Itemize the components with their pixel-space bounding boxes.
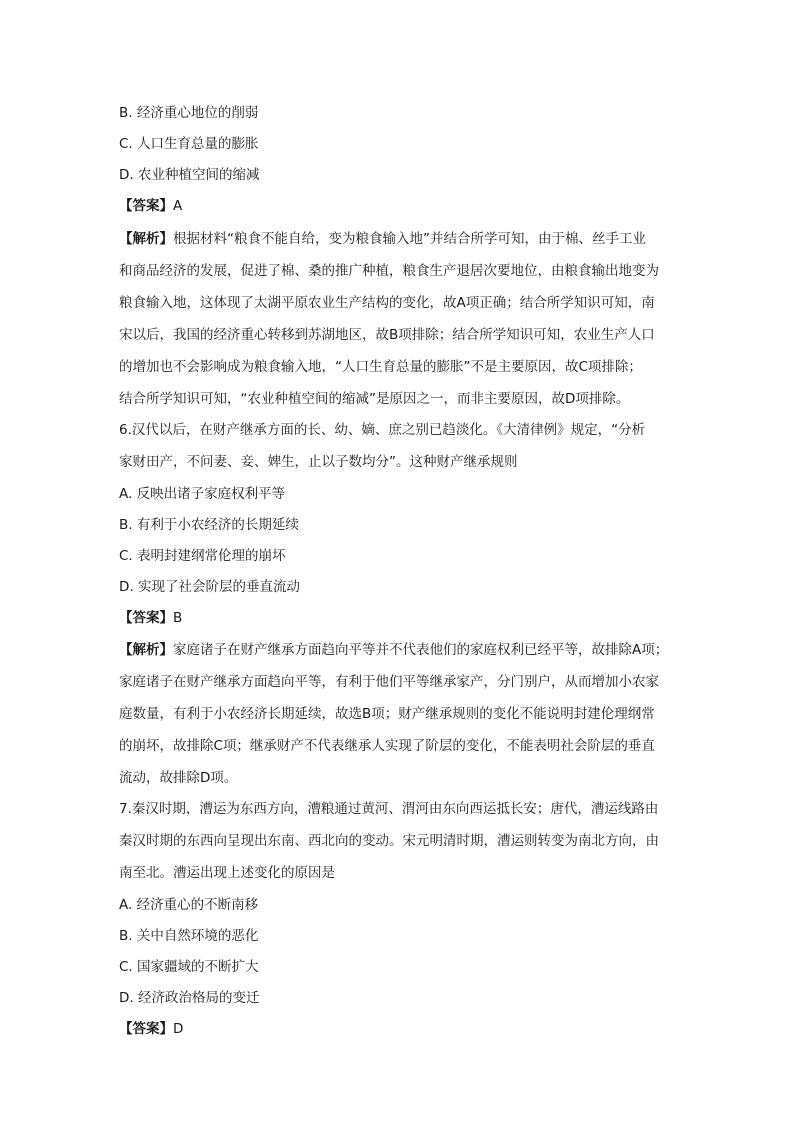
q5-analysis-line: 的增加也不会影响成为粮食输入地，“人口生育总量的膨胀”不是主要原因，故C项排除； bbox=[119, 359, 642, 375]
q5-answer bbox=[119, 197, 679, 215]
q5-analysis-line: 和商品经济的发展，促进了棉、桑的推广种植，粮食生产退居次要地位，由粮食输出地变为 bbox=[119, 263, 659, 279]
answer-tag: 【答案】 bbox=[119, 1021, 173, 1037]
analysis-text: 根据材料“粮食不能自给，变为粮食输入地”并结合所学可知，由于棉、丝手工业 bbox=[173, 231, 646, 247]
q7-option-a: A. 经济重心的不断南移 bbox=[119, 897, 259, 913]
analysis-tag: 【解析】 bbox=[119, 642, 173, 658]
q6-analysis-line bbox=[119, 641, 679, 659]
q7-stem-line: 秦汉时期的东西向呈现出东南、西北向的变动。宋元明清时期，漕运则转变为南北方向，由 bbox=[119, 833, 659, 849]
q5-option-d: D. 农业种植空间的缩减 bbox=[119, 167, 260, 183]
q6-option-d: D. 实现了社会阶层的垂直流动 bbox=[119, 579, 300, 595]
q7-answer bbox=[119, 1020, 679, 1038]
q7-option-b: B. 关中自然环境的恶化 bbox=[119, 928, 259, 944]
analysis-text: 家庭诸子在财产继承方面趋向平等并不代表他们的家庭权利已经平等，故排除A项； bbox=[173, 642, 669, 658]
q5-analysis-line: 粮食输入地，这体现了太湖平原农业生产结构的变化，故A项正确；结合所学知识可知，南 bbox=[119, 295, 655, 311]
answer-tag: 【答案】 bbox=[119, 198, 173, 214]
q6-stem-line: 家财田产，不问妻、妾、婢生，止以子数均分”。这种财产继承规则 bbox=[119, 454, 518, 470]
q6-answer bbox=[119, 609, 679, 627]
q5-analysis-line: 结合所学知识可知，“农业种植空间的缩减”是原因之一，而非主要原因，故D项排除。 bbox=[119, 391, 630, 407]
q6-analysis-line: 家庭诸子在财产继承方面趋向平等，有利于他们平等继承家产，分门别户，从而增加小农家 bbox=[119, 674, 659, 690]
q6-option-c: C. 表明封建纲常伦理的崩坏 bbox=[119, 548, 286, 564]
q5-option-b: B. 经济重心地位的削弱 bbox=[119, 105, 259, 121]
q5-option-c: C. 人口生育总量的膨胀 bbox=[119, 136, 259, 152]
analysis-tag: 【解析】 bbox=[119, 231, 173, 247]
answer-value: B bbox=[173, 610, 183, 626]
q6-analysis-line: 流动，故排除D项。 bbox=[119, 770, 238, 786]
answer-value: D bbox=[173, 1021, 184, 1037]
q6-analysis-line: 的崩坏，故排除C项；继承财产不代表继承人实现了阶层的变化，不能表明社会阶层的垂直 bbox=[119, 738, 655, 754]
q5-analysis-line bbox=[119, 230, 679, 248]
answer-value: A bbox=[173, 198, 183, 214]
q6-option-a: A. 反映出诸子家庭权利平等 bbox=[119, 486, 286, 502]
q7-option-d: D. 经济政治格局的变迁 bbox=[119, 990, 260, 1006]
q6-analysis-line: 庭数量，有利于小农经济长期延续，故选B项；财产继承规则的变化不能说明封建伦理纲常 bbox=[119, 706, 655, 722]
q5-analysis-line: 宋以后，我国的经济重心转移到苏湖地区，故B项排除；结合所学知识可知，农业生产人口 bbox=[119, 327, 655, 343]
q7-stem-line: 7.秦汉时期，漕运为东西方向，漕粮通过黄河、渭河由东向西运抵长安；唐代，漕运线路由 bbox=[119, 801, 659, 817]
q7-stem-line: 南至北。漕运出现上述变化的原因是 bbox=[119, 865, 335, 881]
q6-stem-line: 6.汉代以后，在财产继承方面的长、幼、嫡、庶之别已趋淡化。《大清律例》规定，“分析 bbox=[119, 422, 646, 438]
answer-tag: 【答案】 bbox=[119, 610, 173, 626]
q6-option-b: B. 有利于小农经济的长期延续 bbox=[119, 517, 299, 533]
q7-option-c: C. 国家疆域的不断扩大 bbox=[119, 959, 259, 975]
